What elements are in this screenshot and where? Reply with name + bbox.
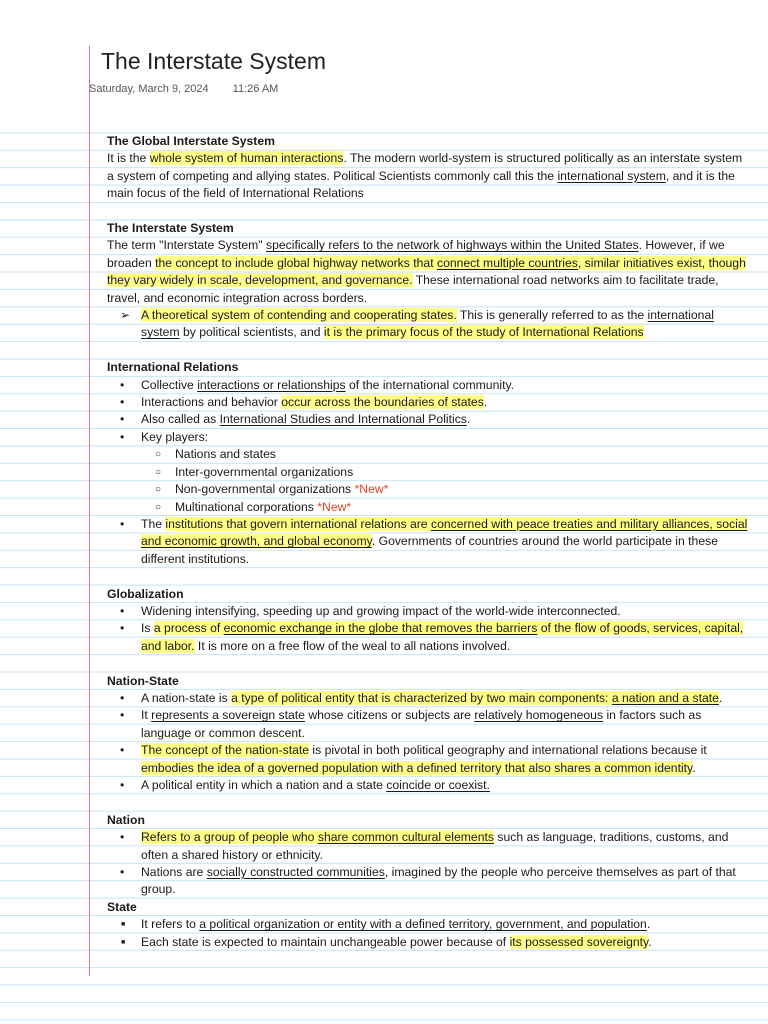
list-item: • It represents a sovereign state whose citizens or subjects are relatively homogeneous in factors such as language or common descent. [107, 707, 752, 742]
underlined-text: share common cultural elements [317, 830, 494, 845]
underlined-text: a political organization or entity with a defined territory, government, and population [199, 917, 647, 932]
list-item: ○ Multinational corporations *New* [141, 499, 752, 516]
highlight: whole system of human interactions [149, 151, 344, 166]
highlight: the concept to include global highway networks that connect multiple countries, similar initiatives exist, though they vary widely in scale, development, and governance. [107, 255, 746, 288]
sub-list-key-players [141, 446, 752, 516]
underlined-text: international system [557, 168, 666, 183]
underlined-text: international system [141, 308, 714, 340]
highlight: A theoretical system of contending and cooperating states. [141, 308, 457, 323]
new-tag: *New* [354, 482, 389, 497]
page-date: Saturday, March 9, 2024 [89, 83, 209, 95]
list-item: • Interactions and behavior occur across the boundaries of states. [107, 394, 752, 411]
list-item: • Nations are socially constructed communities, imagined by the people who perceive themselves as part of that group. [107, 864, 752, 899]
bullet-list [107, 690, 752, 794]
section-heading: Globalization [107, 586, 184, 601]
underlined-text: represents a sovereign state [151, 708, 305, 723]
highlight: a type of political entity that is characterized by two main components: a nation and a state [231, 690, 719, 705]
note-body[interactable] [107, 133, 752, 951]
bullet-list [107, 829, 752, 899]
highlight: it is the primary focus of the study of International Relations [323, 325, 644, 340]
notebook-margin-line [89, 46, 90, 976]
list-item: • Widening intensifying, speeding up and growing impact of the world-wide interconnected. [107, 603, 752, 620]
section-heading: The Global Interstate System [107, 134, 275, 148]
section-interstate-system [107, 220, 752, 342]
underlined-text: connect multiple countries [436, 255, 578, 270]
list-item: ■ Each state is expected to maintain unchangeable power because of its possessed sovereignty. [107, 934, 752, 951]
page-timestamp [89, 83, 278, 95]
list-item: • Key players: ○ Nations and states ○ Inter-governmental organizations ○ Non-governmental organizations *New* ○ Multinational corporations *New* [107, 429, 752, 516]
square-bullet-list [107, 916, 752, 951]
section-nation-state [107, 673, 752, 795]
page-title[interactable]: The Interstate System [101, 48, 326, 74]
section-heading: Nation [107, 812, 145, 827]
list-item: • The concept of the nation-state is pivotal in both political geography and international relations because it embodies the idea of a governed population with a defined territory that also shares a common identity. [107, 742, 752, 777]
list-item: ○ Nations and states [141, 446, 752, 463]
highlight: Refers to a group of people who share common cultural elements [141, 830, 494, 845]
list-item: ○ Inter-governmental organizations [141, 464, 752, 481]
underlined-text: interactions or relationships [197, 377, 346, 392]
underlined-text: specifically refers to the network of highways within the United States [266, 238, 639, 253]
underlined-text: a nation and a state [611, 690, 719, 705]
list-item: ➢ A theoretical system of contending and cooperating states. This is generally referred to as the international system by political scientists, and it is the primary focus of the study of International Relations [107, 307, 752, 342]
section-heading: International Relations [107, 360, 239, 375]
arrow-list [107, 307, 752, 342]
highlight: its possessed sovereignty [509, 934, 649, 949]
list-item: • Collective interactions or relationships of the international community. [107, 377, 752, 394]
underlined-text: coincide or coexist. [386, 777, 490, 792]
list-item: ■ It refers to a political organization or entity with a defined territory, government, and population. [107, 916, 752, 933]
highlight: a process of economic exchange in the globe that removes the barriers of the flow of goods, services, capital, and labor. [141, 621, 744, 653]
section-heading: The Interstate System [107, 221, 234, 236]
page-time: 11:26 AM [232, 83, 279, 95]
list-item: • Is a process of economic exchange in the globe that removes the barriers of the flow of goods, services, capital, and labor. It is more on a free flow of the weal to all nations involved. [107, 620, 752, 655]
list-item: • Also called as International Studies and International Politics. [107, 411, 752, 428]
highlight: occur across the boundaries of states [281, 395, 484, 410]
section-heading: State [107, 899, 137, 914]
paragraph: It is the whole system of human interactions. The modern world-system is structured politically as an interstate system a system of competing and allying states. Political Scientists commonly call this the international system, and it is the main focus of the field of International Relations [107, 151, 743, 201]
list-item: ○ Non-governmental organizations *New* [141, 481, 752, 498]
section-state [107, 899, 752, 951]
bullet-list [107, 603, 752, 655]
underlined-text: concerned with peace treaties and military alliances, social and economic growth, and global economy [141, 516, 748, 549]
new-tag: *New* [317, 499, 352, 514]
highlight: embodies the idea of a governed population with a defined territory that also shares a common identity [141, 760, 693, 775]
section-global-interstate-system [107, 133, 752, 203]
list-item: • A nation-state is a type of political entity that is characterized by two main components: a nation and a state. [107, 690, 752, 707]
underlined-text: economic exchange in the globe that removes the barriers [223, 621, 538, 636]
underlined-text: relatively homogeneous [474, 708, 604, 723]
section-international-relations [107, 359, 752, 568]
list-item: • Refers to a group of people who share common cultural elements such as language, traditions, customs, and often a shared history or ethnicity. [107, 829, 752, 864]
section-heading: Nation-State [107, 673, 179, 688]
bullet-list [107, 377, 752, 568]
paragraph: The term "Interstate System" specifically refers to the network of highways within the United States. However, if we broaden the concept to include global highway networks that connect multiple countries, similar initiatives exist, though they vary widely in scale, development, and governance. These international road networks aim to facilitate trade, travel, and economic integration across borders. [107, 238, 746, 305]
underlined-text: International Studies and International Politics [219, 412, 467, 427]
list-item: • A political entity in which a nation and a state coincide or coexist. [107, 777, 752, 794]
section-nation [107, 812, 752, 899]
underlined-text: socially constructed communities [206, 864, 385, 879]
list-item: • The institutions that govern international relations are concerned with peace treaties and military alliances, social and economic growth, and global economy. Governments of countries around the world participate in these different institutions. [107, 516, 752, 568]
highlight: The concept of the nation-state [141, 743, 310, 758]
section-globalization [107, 586, 752, 656]
highlight: institutions that govern international relations are concerned with peace treaties and military alliances, social and economic growth, and global economy [141, 516, 748, 549]
